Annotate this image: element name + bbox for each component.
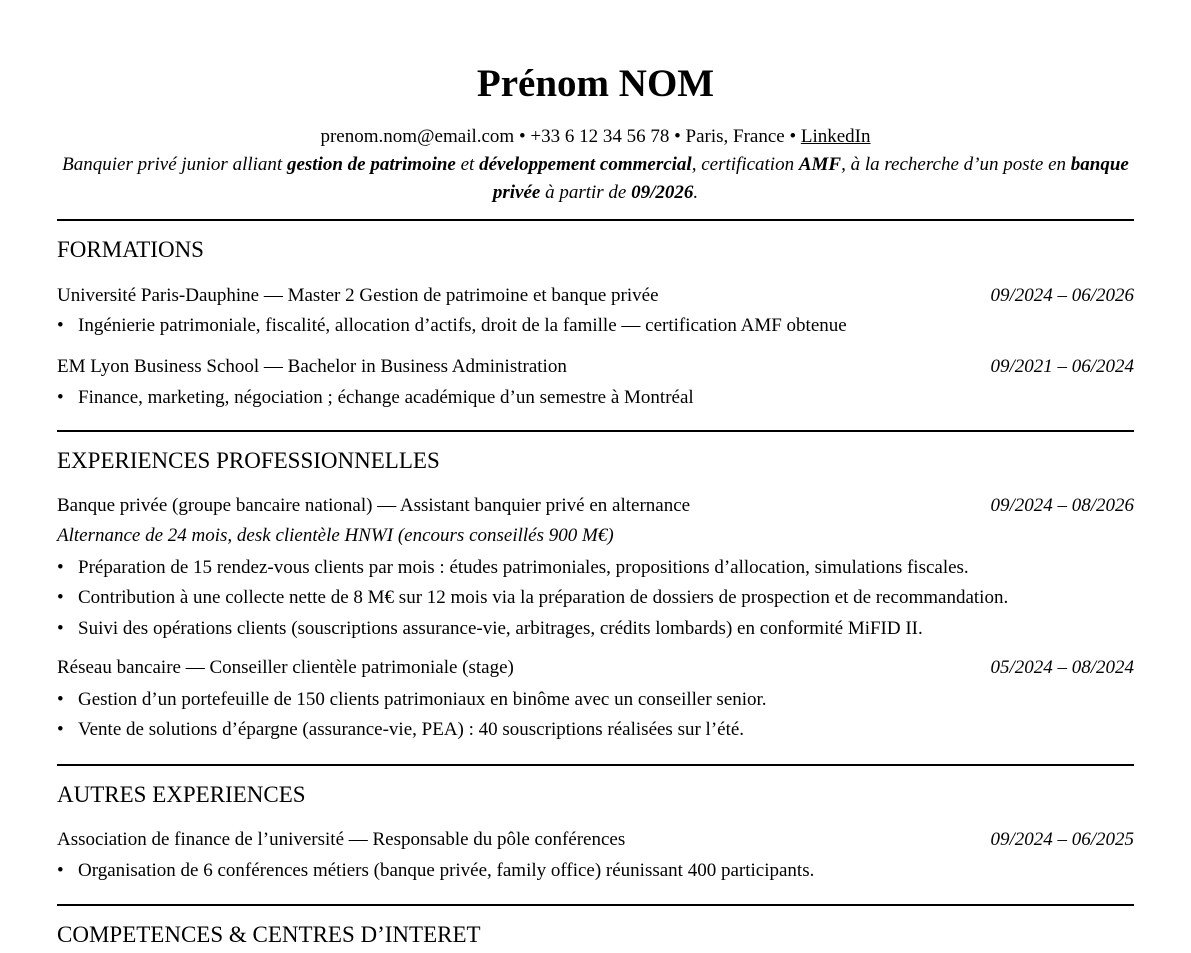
linkedin-link[interactable]: LinkedIn — [800, 126, 871, 147]
tagline-text: à partir de — [540, 182, 632, 203]
formation-entry-header — [57, 355, 1134, 379]
tagline-keyword: banque privée — [492, 154, 1129, 203]
entry-date: 09/2024 – 06/2025 — [990, 829, 1134, 850]
separator: • — [784, 126, 801, 147]
profile-tagline — [57, 151, 1134, 207]
email-text: prenom.nom@email.com — [320, 126, 515, 147]
entry-date: 09/2024 – 06/2026 — [990, 285, 1134, 306]
section-title-competences: COMPETENCES & CENTRES D’INTERET — [57, 922, 481, 947]
tagline-keyword: 09/2026 — [631, 182, 694, 203]
section-divider — [57, 904, 1134, 906]
section-title-experiences: EXPERIENCES PROFESSIONNELLES — [57, 448, 440, 473]
entry-date: 09/2024 – 08/2026 — [990, 495, 1134, 516]
tagline-text: et — [455, 154, 480, 175]
contact-line — [57, 125, 1134, 149]
candidate-name: Prénom NOM — [476, 62, 715, 105]
phone-text: +33 6 12 34 56 78 — [530, 126, 670, 147]
section-divider — [57, 430, 1134, 432]
entry-date: 05/2024 – 08/2024 — [990, 657, 1134, 678]
bullet-item: • Vente de solutions d’épargne (assurance-vie, PEA) : 40 souscriptions réalisées sur l’été. — [57, 718, 1134, 742]
formation-entry-header — [57, 284, 1134, 308]
tagline-text: . — [693, 182, 699, 203]
entry-heading: Banque privée (groupe bancaire national) — Assistant banquier privé en alternance — [57, 495, 691, 516]
bullet-item: • Préparation de 15 rendez-vous clients par mois : études patrimoniales, propositions d’allocation, simulations fiscales. — [57, 556, 1134, 580]
bullet-item: • Suivi des opérations clients (souscriptions assurance-vie, arbitrages, crédits lombards) en conformité MiFID II. — [57, 617, 1134, 641]
bullet-item: • Ingénierie patrimoniale, fiscalité, allocation d’actifs, droit de la famille — certification AMF obtenue — [57, 314, 1134, 338]
entry-heading: Association de finance de l’université — Responsable du pôle conférences — [57, 829, 626, 850]
experience-entry-header — [57, 494, 1134, 518]
section-title-formations: FORMATIONS — [57, 237, 204, 262]
tagline-text: , certification — [691, 154, 799, 175]
entry-heading: Université Paris-Dauphine — Master 2 Gestion de patrimoine et banque privée — [57, 285, 659, 306]
section-title-autres: AUTRES EXPERIENCES — [57, 782, 306, 807]
bullet-item: • Contribution à une collecte nette de 8 M€ sur 12 mois via la préparation de dossiers de prospection et de recommandation. — [57, 586, 1134, 610]
section-divider — [57, 764, 1134, 766]
tagline-text: Banquier privé junior alliant — [62, 154, 287, 175]
entry-heading: Réseau bancaire — Conseiller clientèle patrimoniale (stage) — [57, 657, 514, 678]
bullet-item: • Organisation de 6 conférences métiers (banque privée, family office) réunissant 400 participants. — [57, 859, 1134, 883]
tagline-keyword: gestion de patrimoine — [286, 154, 456, 175]
resume-page — [57, 0, 1134, 950]
entry-date: 09/2021 – 06/2024 — [990, 356, 1134, 377]
other-entry-header — [57, 828, 1134, 852]
tagline-text: , à la recherche d’un poste en — [841, 154, 1071, 175]
location-text: Paris, France — [685, 126, 785, 147]
section-divider — [57, 219, 1134, 221]
entry-subtitle: Alternance de 24 mois, desk clientèle HNWI (encours conseillés 900 M€) — [57, 525, 614, 546]
separator: • — [669, 126, 686, 147]
tagline-keyword: AMF — [798, 154, 842, 175]
experience-entry-header — [57, 656, 1134, 680]
entry-heading: EM Lyon Business School — Bachelor in Business Administration — [57, 356, 567, 377]
tagline-keyword: développement commercial — [479, 154, 692, 175]
separator: • — [514, 126, 531, 147]
bullet-item: • Gestion d’un portefeuille de 150 clients patrimoniaux en binôme avec un conseiller senior. — [57, 688, 1134, 712]
bullet-item: • Finance, marketing, négociation ; échange académique d’un semestre à Montréal — [57, 386, 1134, 410]
